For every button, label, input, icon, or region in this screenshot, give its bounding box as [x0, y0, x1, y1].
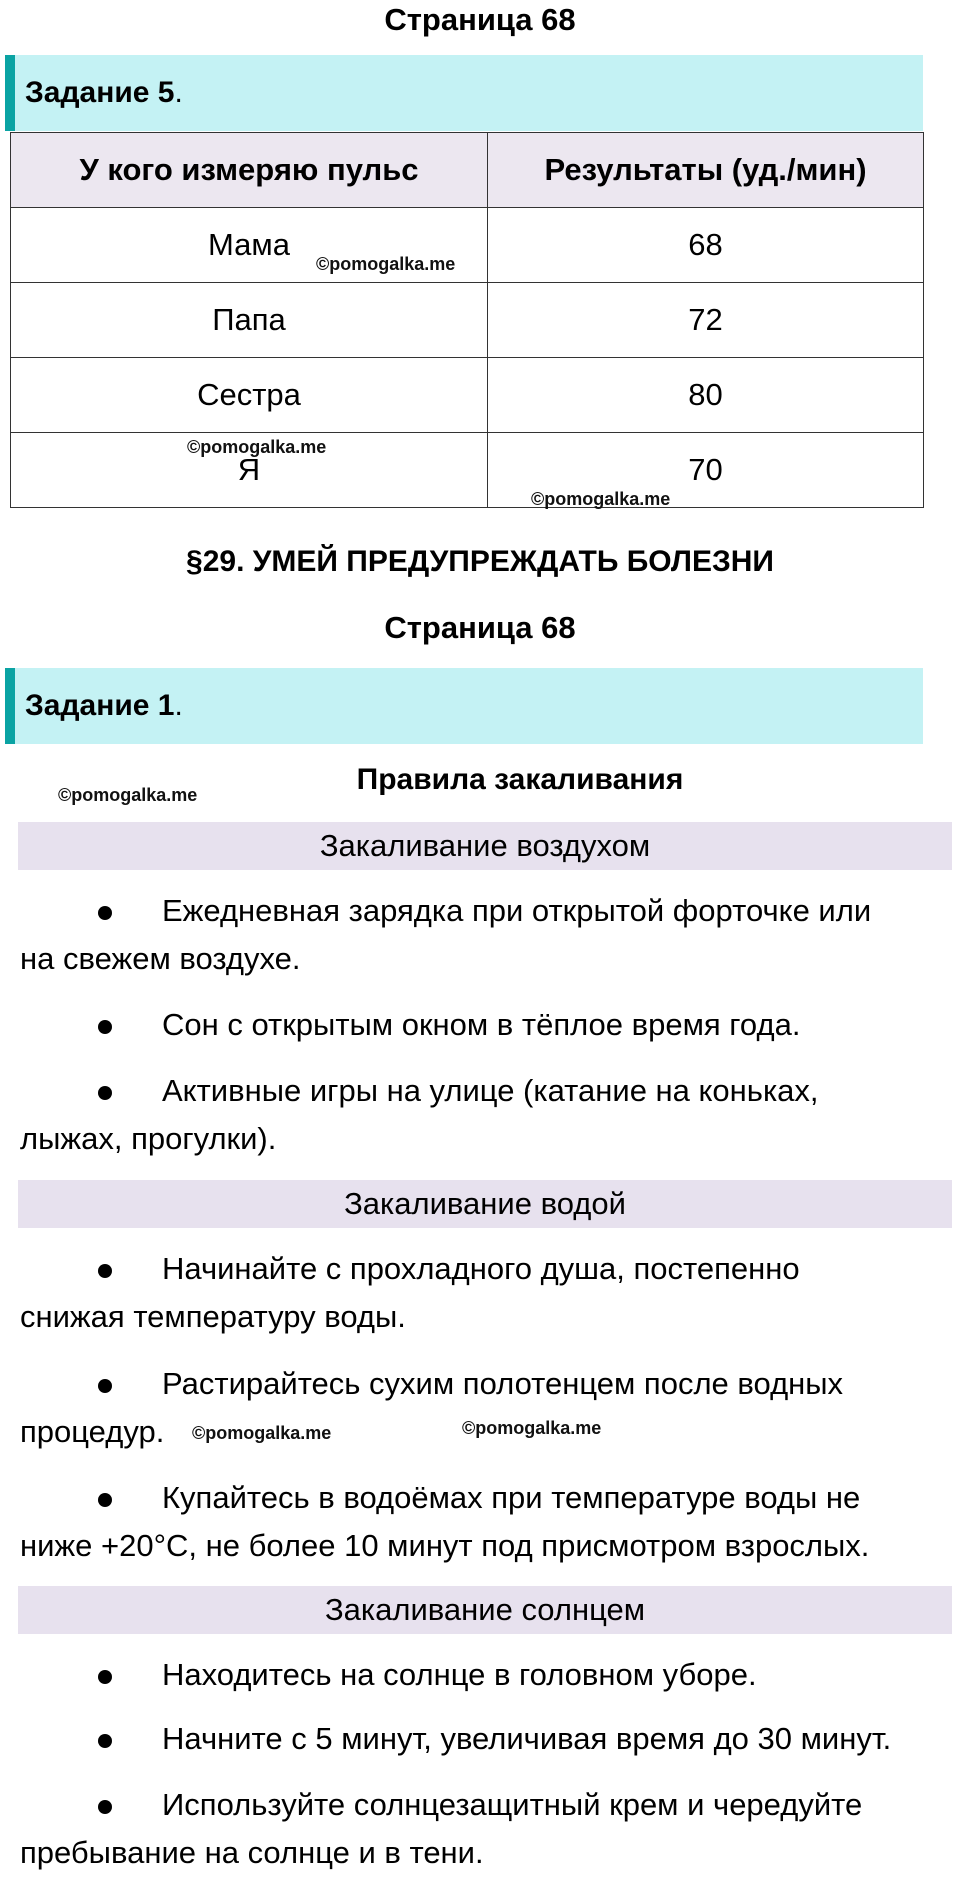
item-text: Начните с 5 минут, увеличивая время до 30 минут. [162, 1721, 892, 1756]
bullet-icon [98, 1670, 112, 1684]
watermark: ©pomogalka.me [316, 254, 456, 274]
header-results: Результаты (уд./мин) [488, 133, 924, 208]
who-text: Мама [208, 227, 290, 262]
watermark: ©pomogalka.me [192, 1423, 332, 1443]
list-item [20, 1651, 945, 1699]
cell-who: Папа [11, 283, 488, 358]
cell-value: 68 [488, 208, 924, 283]
item-text-cont: процедур. [20, 1414, 165, 1449]
task-5-banner [5, 55, 923, 131]
item-text-cont: на свежем воздухе. [20, 941, 301, 976]
item-text: Сон с открытым окном в тёплое время года. [162, 1007, 801, 1042]
task-5-label: Задание 5 [25, 76, 175, 109]
pulse-table [10, 132, 924, 508]
bullet-icon [98, 1734, 112, 1748]
who-text: Я [237, 452, 261, 487]
group-heading-air: Закаливание воздухом [18, 822, 952, 870]
watermark: ©pomogalka.me [58, 785, 198, 805]
item-text-cont: пребывание на солнце и в тени. [20, 1835, 484, 1870]
watermark: ©pomogalka.me [531, 489, 671, 509]
bullet-icon [98, 906, 112, 920]
bullet-icon [98, 1264, 112, 1278]
watermark: ©pomogalka.me [462, 1418, 602, 1438]
item-text: Находитесь на солнце в головном уборе. [162, 1657, 757, 1692]
item-text: Начинайте с прохладного душа, постепенно [162, 1251, 800, 1286]
list-item [20, 1360, 945, 1456]
cell-value: 72 [488, 283, 924, 358]
task-1-label: Задание 1 [25, 689, 175, 722]
cell-who [11, 433, 488, 508]
watermark: ©pomogalka.me [187, 437, 327, 457]
item-text-cont: снижая температуру воды. [20, 1299, 406, 1334]
group-heading-water: Закаливание водой [18, 1180, 952, 1228]
cell-who: Сестра [11, 358, 488, 433]
header-who: У кого измеряю пульс [11, 133, 488, 208]
table-row [11, 358, 924, 433]
table-row [11, 433, 924, 508]
task-1-dot: . [174, 689, 183, 722]
task-5-dot: . [174, 76, 183, 109]
cell-value: 80 [488, 358, 924, 433]
list-item [20, 1001, 945, 1049]
table-header-row [11, 133, 924, 208]
item-text: Активные игры на улице (катание на коньках, [162, 1073, 819, 1108]
table-row [11, 283, 924, 358]
group-heading-sun: Закаливание солнцем [18, 1586, 952, 1634]
list-item [20, 1067, 945, 1163]
list-item [20, 1245, 945, 1341]
item-text: Ежедневная зарядка при открытой форточке или [162, 893, 872, 928]
list-item [20, 1781, 945, 1877]
list-item [20, 1715, 945, 1763]
value-text: 70 [688, 452, 723, 487]
section-page-title: Страница 68 [384, 610, 576, 645]
table-row [11, 208, 924, 283]
item-text-cont: лыжах, прогулки). [20, 1121, 277, 1156]
rules-title: Правила закаливания [356, 763, 684, 796]
page-title: Страница 68 [384, 2, 576, 37]
item-text-cont: ниже +20°C, не более 10 минут под присмотром взрослых. [20, 1528, 870, 1563]
task-1-banner [5, 668, 923, 744]
bullet-icon [98, 1800, 112, 1814]
bullet-icon [98, 1493, 112, 1507]
list-item [20, 887, 945, 983]
cell-value [488, 433, 924, 508]
bullet-icon [98, 1379, 112, 1393]
bullet-icon [98, 1020, 112, 1034]
item-text: Используйте солнцезащитный крем и чередуйте [162, 1787, 863, 1822]
item-text: Растирайтесь сухим полотенцем после водных [162, 1366, 844, 1401]
bullet-icon [98, 1086, 112, 1100]
cell-who [11, 208, 488, 283]
list-item [20, 1474, 945, 1570]
item-text: Купайтесь в водоёмах при температуре воды не [162, 1480, 861, 1515]
section-heading: §29. УМЕЙ ПРЕДУПРЕЖДАТЬ БОЛЕЗНИ [186, 545, 774, 578]
